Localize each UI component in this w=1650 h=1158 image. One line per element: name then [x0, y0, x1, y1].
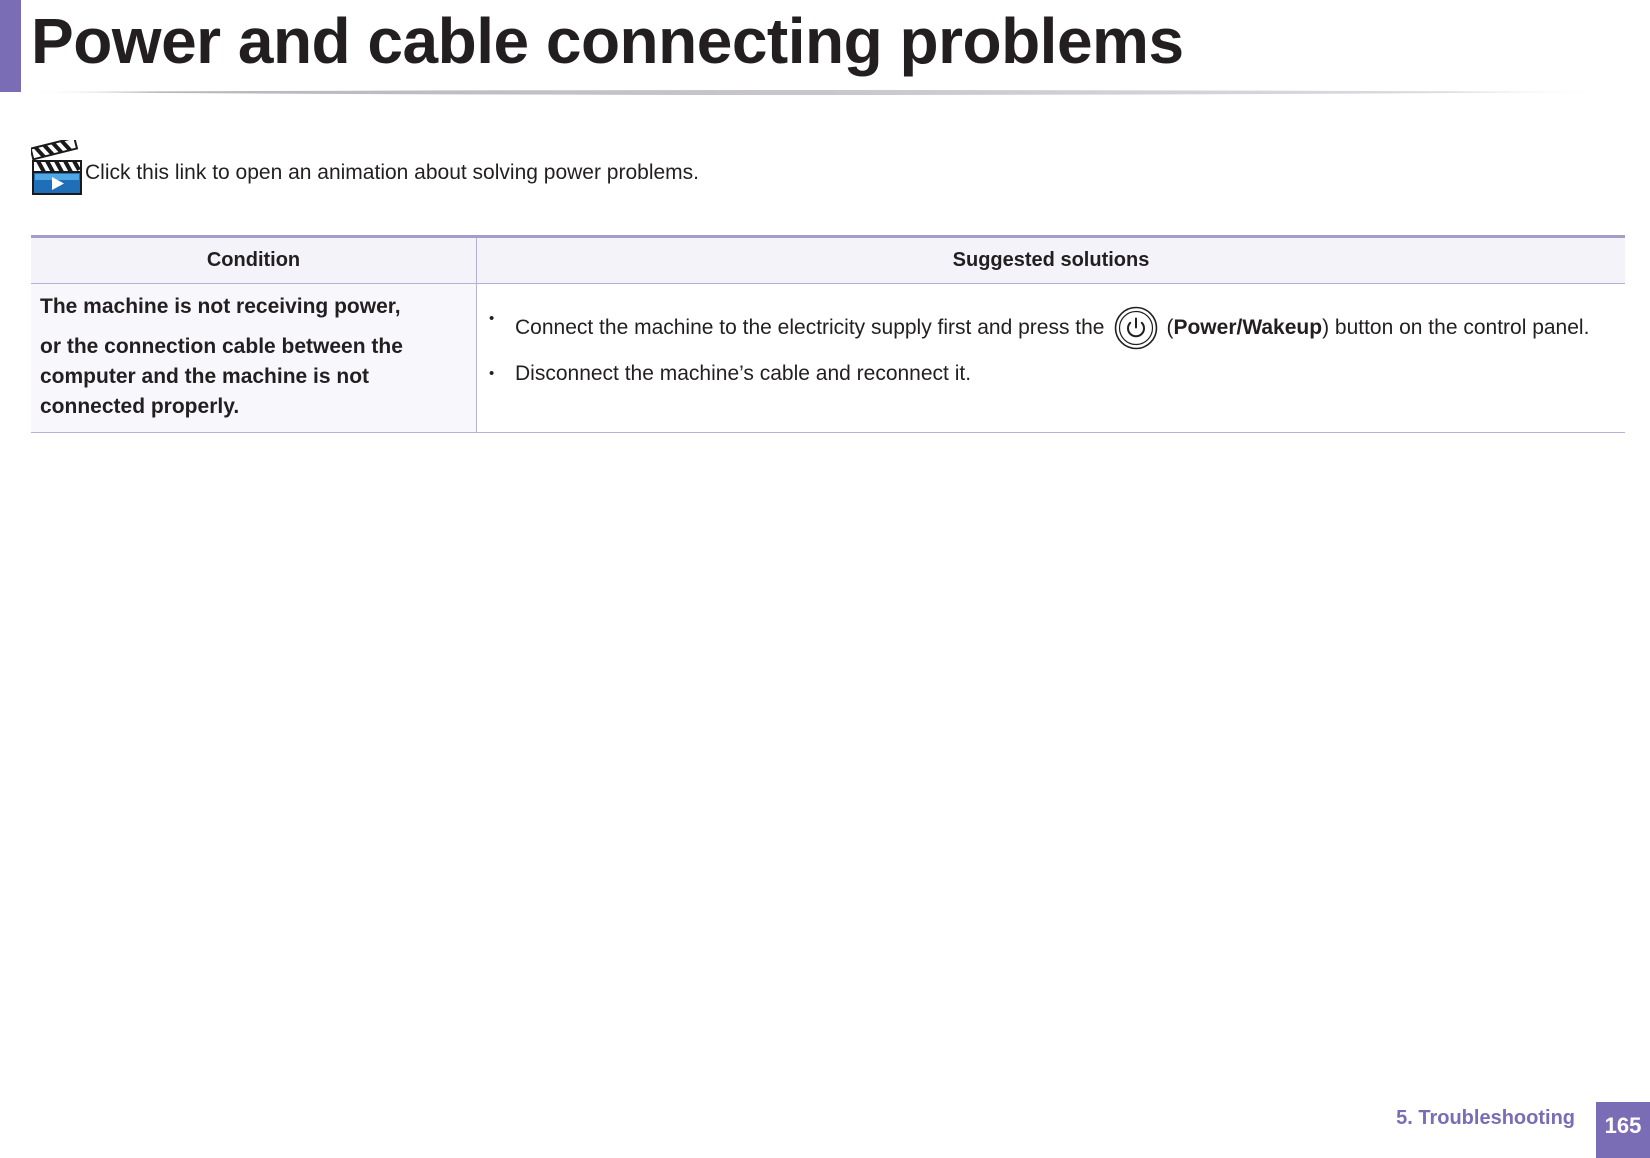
- paren-open: (: [1166, 315, 1174, 339]
- footer-section-label: 5. Troubleshooting: [1396, 1107, 1575, 1129]
- solution-item: [477, 361, 1625, 387]
- power-wakeup-label: Power/Wakeup: [1173, 315, 1323, 339]
- table-row: [31, 284, 1625, 433]
- troubleshooting-table: [31, 235, 1625, 433]
- animation-link-text: Click this link to open an animation about solving power problems.: [85, 161, 699, 184]
- page-number: 165: [1596, 1102, 1650, 1158]
- page-title: Power and cable connecting problems: [31, 5, 1184, 77]
- solution-text-end: ) button on the control panel.: [1322, 315, 1590, 339]
- solutions-header: Suggested solutions: [477, 237, 1626, 284]
- clapperboard-video-icon: [31, 140, 83, 196]
- condition-cell: [31, 284, 477, 433]
- bullet: •: [489, 309, 495, 327]
- solution-text: Disconnect the machine’s cable and reconnect it.: [515, 361, 972, 385]
- condition-line: The machine is not receiving power,: [40, 295, 401, 318]
- bullet: •: [489, 364, 495, 382]
- title-underline: [30, 89, 1600, 97]
- solution-cell: [477, 284, 1626, 433]
- condition-header: Condition: [31, 237, 477, 284]
- solution-list: [477, 306, 1625, 387]
- table-header-row: [31, 237, 1625, 284]
- solution-item: [477, 306, 1625, 350]
- power-icon[interactable]: [1114, 306, 1158, 350]
- solution-text: Connect the machine to the electricity supply first and press the: [515, 315, 1105, 339]
- title-accent-bar: [0, 0, 21, 92]
- animation-link[interactable]: [31, 140, 699, 196]
- condition-line: or the connection cable between the computer and the machine is not connected properly.: [40, 335, 403, 418]
